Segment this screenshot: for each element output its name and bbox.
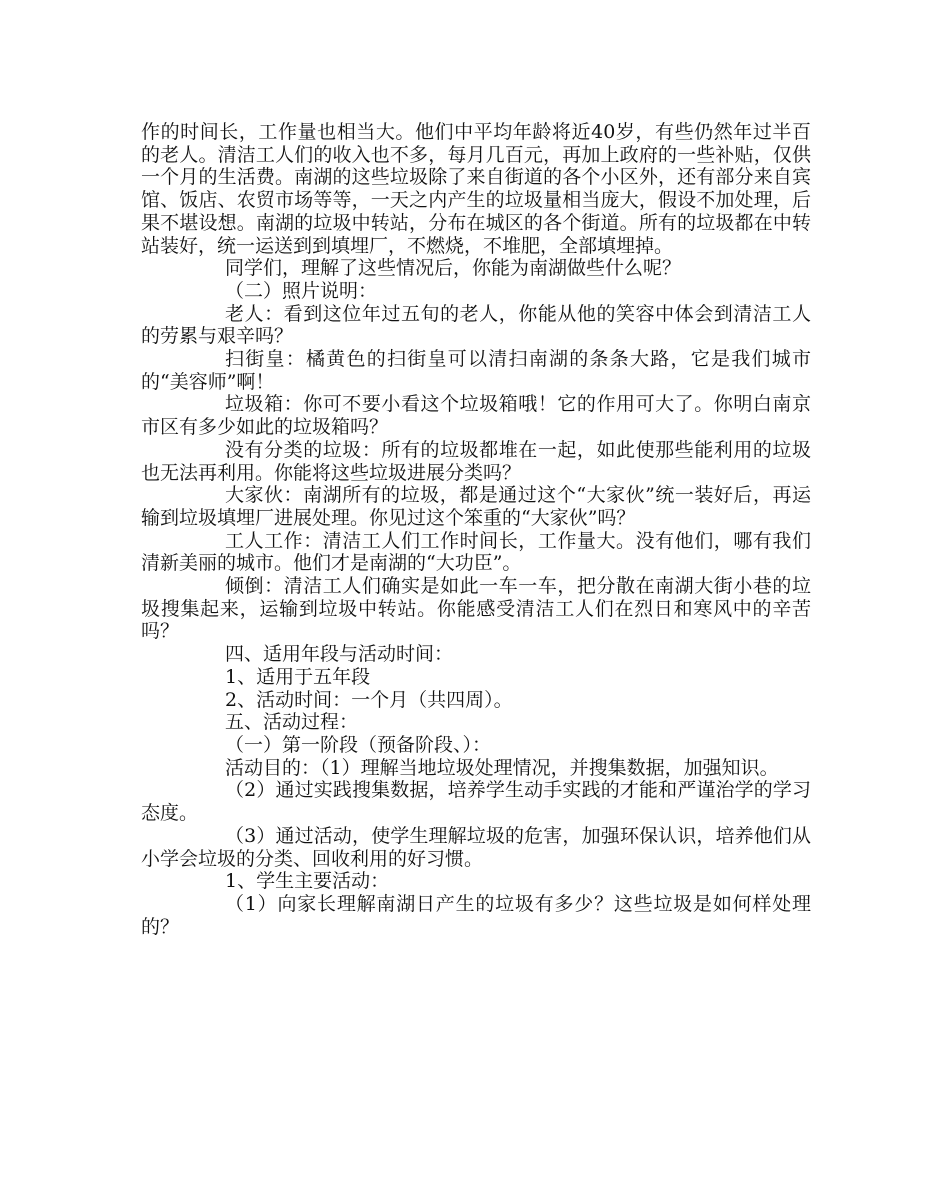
list-item: 1、适用于五年段 [225, 665, 371, 688]
list-item: 2、活动时间：一个月（共四周）。 [225, 688, 513, 711]
section-heading: 四、适用年段与活动时间： [225, 643, 454, 666]
paragraph: （2）通过实践搜集数据，培养学生动手实践的才能和严谨治学的学习态度。 [141, 779, 811, 825]
paragraph: 工人工作：清洁工人们工作时间长，工作量大。没有他们，哪有我们清新美丽的城市。他们才是南湖的“大功臣”。 [141, 529, 811, 575]
paragraph: （二）照片说明： [225, 279, 378, 302]
paragraph: （1）向家长理解南湖日产生的垃圾有多少？这些垃圾是如何样处理的？ [141, 892, 811, 938]
paragraph: 大家伙：南湖所有的垃圾，都是通过这个“大家伙”统一装好后，再运输到垃圾填埋厂进展处理。你见过这个笨重的“大家伙”吗？ [141, 484, 811, 529]
paragraph: 扫街皇：橘黄色的扫街皇可以清扫南湖的条条大路，它是我们城市的“美容师”啊！ [141, 348, 811, 393]
document-body [141, 121, 811, 938]
subsection-heading: （一）第一阶段（预备阶段、）： [225, 733, 492, 756]
paragraph: 倾倒：清洁工人们确实是如此一车一车，把分散在南湖大街小巷的垃圾搜集起来，运输到垃圾中转站。你能感受清洁工人们在烈日和寒风中的辛苦吗？ [141, 575, 811, 643]
paragraph: 作的时间长，工作量也相当大。他们中平均年龄将近40岁，有些仍然年过半百的老人。清洁工人们的收入也不多，每月几百元，再加上政府的一些补贴，仅供一个月的生活费。南湖的这些垃圾除了来自街道的各个小区外，还有部分来自宾馆、饭店、农贸市场等等，一天之内产生的垃圾量相当庞大，假设不加处理，后果不堪设想。南湖的垃圾中转站，分布在城区的各个街道。所有的垃圾都在中转站装好，统一运送到到填埋厂，不燃烧，不堆肥，全部填埋掉。 [141, 121, 811, 257]
section-heading: 五、活动过程： [225, 711, 359, 734]
paragraph: 老人：看到这位年过五旬的老人，你能从他的笑容中体会到清洁工人的劳累与艰辛吗？ [141, 302, 811, 348]
list-item: 1、学生主要活动： [225, 870, 390, 893]
paragraph: 同学们，理解了这些情况后，你能为南湖做些什么呢？ [225, 257, 682, 280]
paragraph: （3）通过活动，使学生理解垃圾的危害，加强环保认识，培养他们从小学会垃圾的分类、回收利用的好习惯。 [141, 824, 811, 870]
paragraph: 垃圾箱：你可不要小看这个垃圾箱哦！它的作用可大了。你明白南京市区有多少如此的垃圾箱吗？ [141, 393, 811, 439]
paragraph: 活动目的：（1）理解当地垃圾处理情况，并搜集数据，加强知识。 [225, 756, 779, 779]
paragraph: 没有分类的垃圾：所有的垃圾都堆在一起，如此使那些能利用的垃圾也无法再利用。你能将这些垃圾进展分类吗？ [141, 438, 811, 484]
